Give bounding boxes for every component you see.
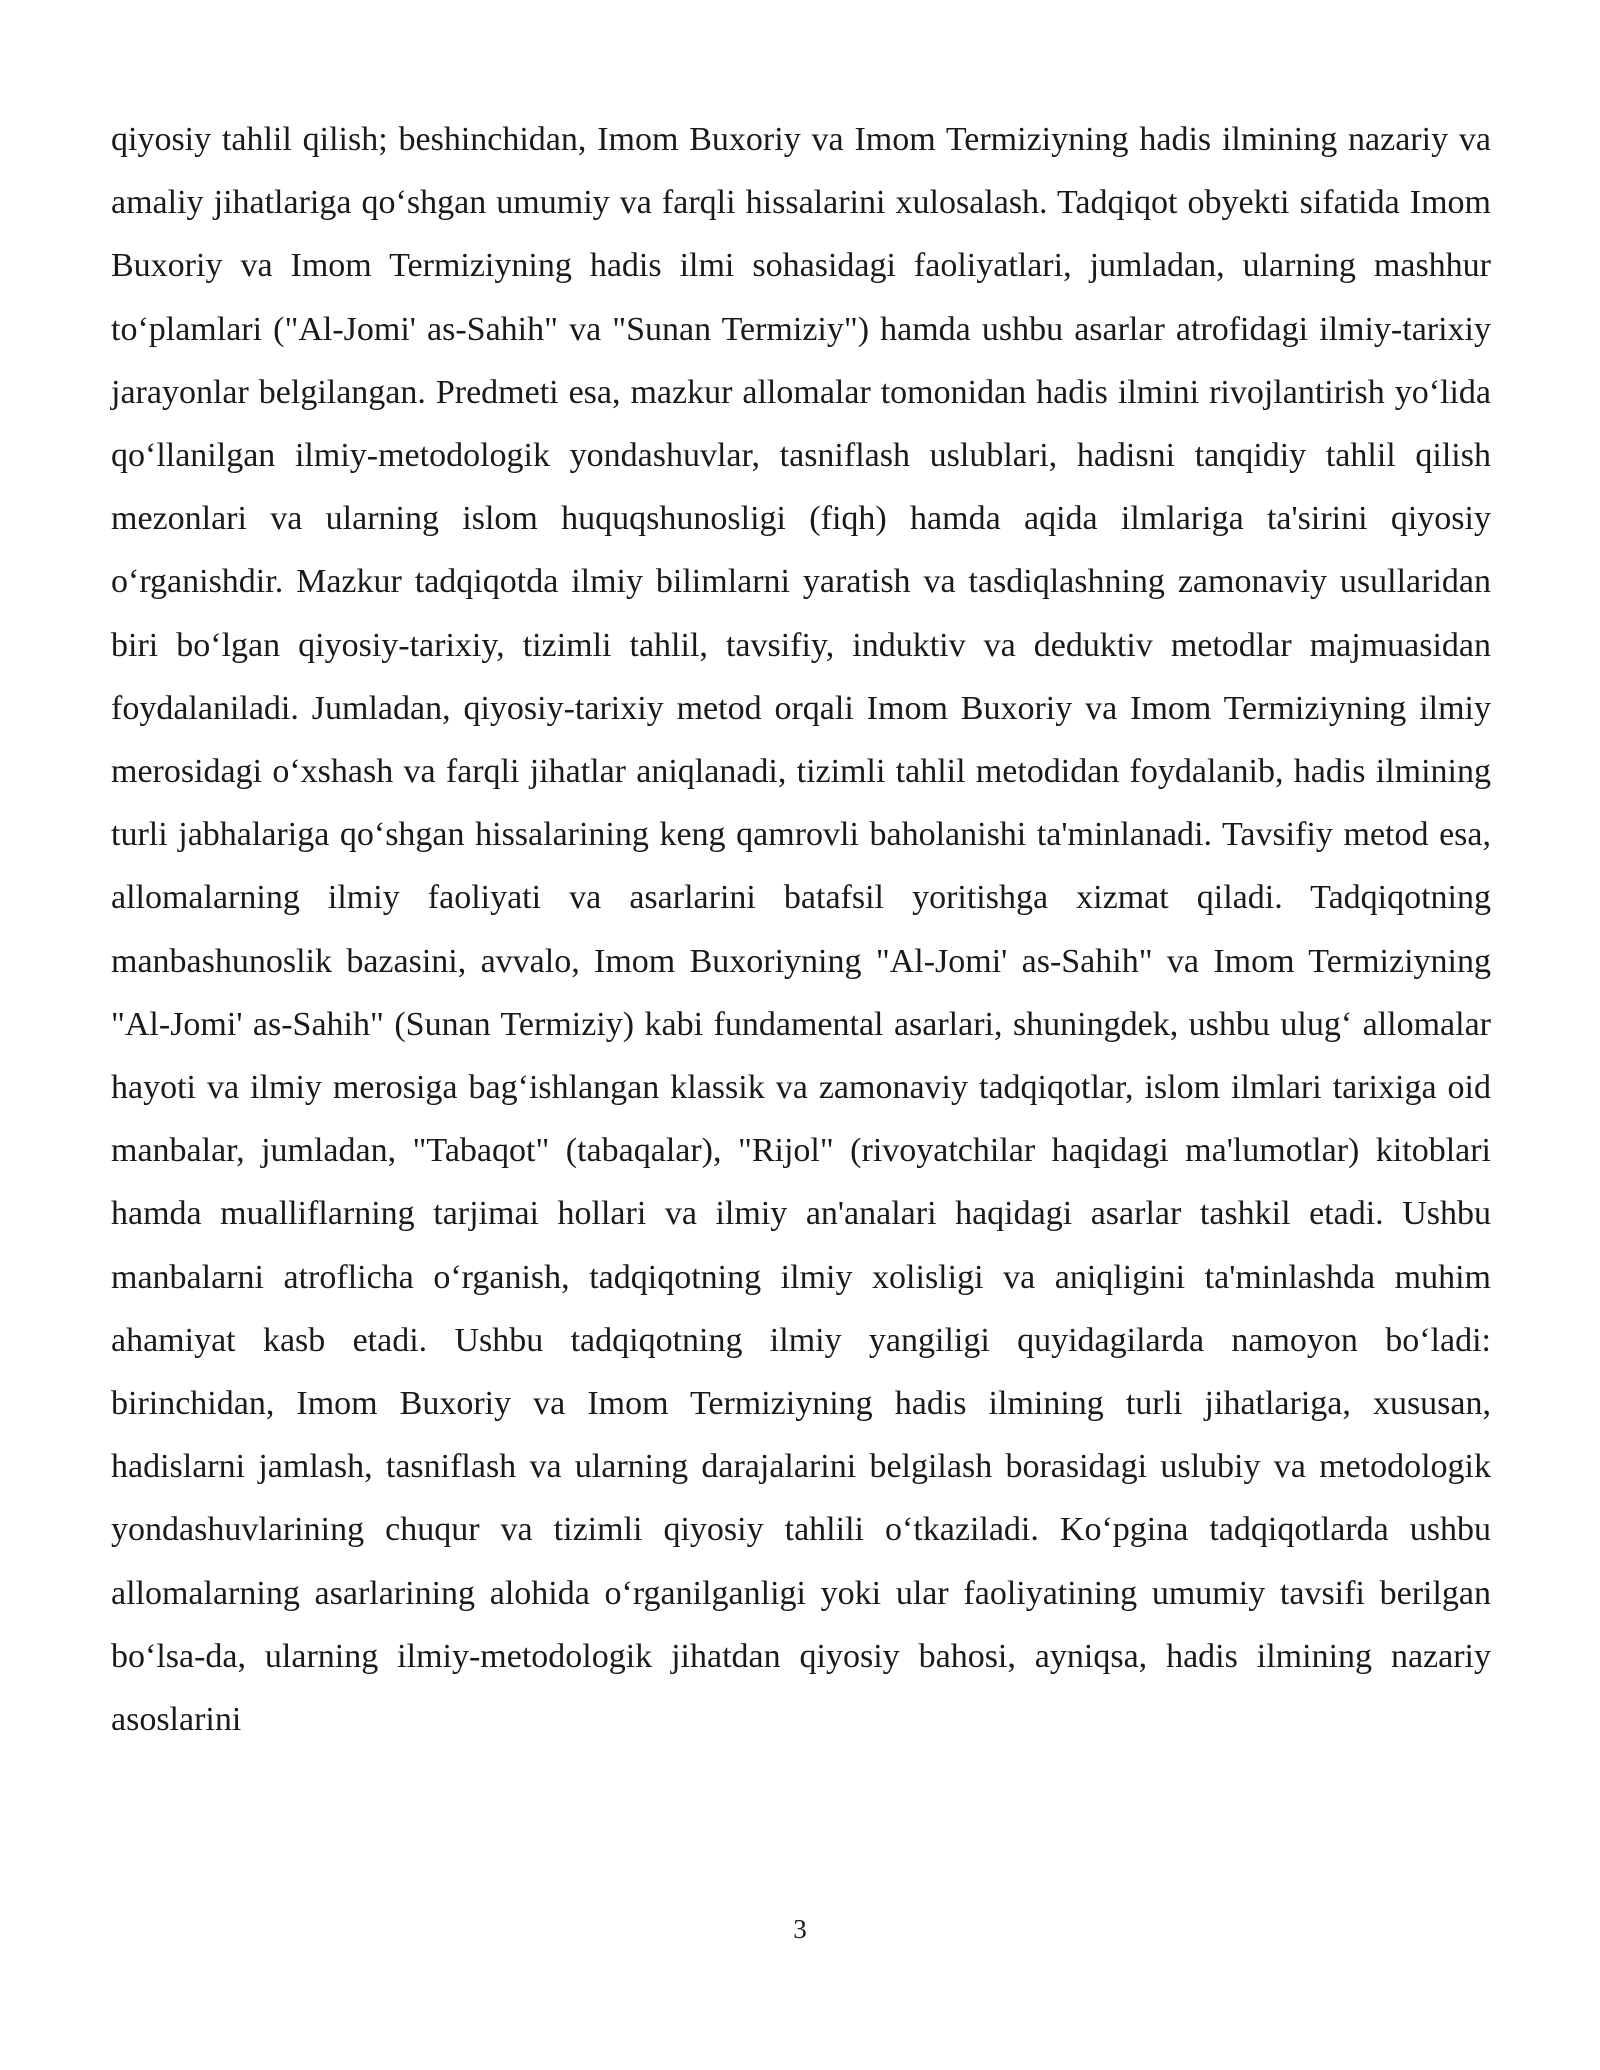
- page-number: 3: [793, 1914, 807, 1944]
- body-paragraph: qiyosiy tahlil qilish; beshinchidan, Imom Buxoriy va Imom Termiziyning hadis ilmining nazariy va amaliy jihatlariga qo‘shgan umumiy va farqli hissalarini xulosalash. Tadqiqot obyekti sifatida Imom Buxoriy va Imom Termiziyning hadis ilmi sohasidagi faoliyatlari, jumladan, ularning mashhur to‘plamlari ("Al-Jomi' as-Sahih" va "Sunan Termiziy") hamda ushbu asarlar atrofidagi ilmiy-tarixiy jarayonlar belgilangan. Predmeti esa, mazkur allomalar tomonidan hadis ilmini rivojlantirish yo‘lida qo‘llanilgan ilmiy-metodologik yondashuvlar, tasniflash uslublari, hadisni tanqidiy tahlil qilish mezonlari va ularning islom huquqshunosligi (fiqh) hamda aqida ilmlariga ta'sirini qiyosiy o‘rganishdir. Mazkur tadqiqotda ilmiy bilimlarni yaratish va tasdiqlashning zamonaviy usullaridan biri bo‘lgan qiyosiy-tarixiy, tizimli tahlil, tavsifiy, induktiv va deduktiv metodlar majmuasidan foydalaniladi. Jumladan, qiyosiy-tarixiy metod orqali Imom Buxoriy va Imom Termiziyning ilmiy merosidagi o‘xshash va farqli jihatlar aniqlanadi, tizimli tahlil metodidan foydalanib, hadis ilmining turli jabhalariga qo‘shgan hissalarining keng qamrovli baholanishi ta'minlanadi. Tavsifiy metod esa, allomalarning ilmiy faoliyati va asarlarini batafsil yoritishga xizmat qiladi. Tadqiqotning manbashunoslik bazasini, avvalo, Imom Buxoriyning "Al-Jomi' as-Sahih" va Imom Termiziyning "Al-Jomi' as-Sahih" (Sunan Termiziy) kabi fundamental asarlari, shuningdek, ushbu ulug‘ allomalar hayoti va ilmiy merosiga bag‘ishlangan klassik va zamonaviy tadqiqotlar, islom ilmlari tarixiga oid manbalar, jumladan, "Tabaqot" (tabaqalar), "Rijol" (rivoyatchilar haqidagi ma'lumotlar) kitoblari hamda mualliflarning tarjimai hollari va ilmiy an'analari haqidagi asarlar tashkil etadi. Ushbu manbalarni atroflicha o‘rganish, tadqiqotning ilmiy xolisligi va aniqligini ta'minlashda muhim ahamiyat kasb etadi. Ushbu tadqiqotning ilmiy yangiligi quyidagilarda namoyon bo‘ladi: birinchidan, Imom Buxoriy va Imom Termiziyning hadis ilmining turli jihatlariga, xususan, hadislarni jamlash, tasniflash va ularning darajalarini belgilash borasidagi uslubiy va metodologik yondashuvlarining chuqur va tizimli qiyosiy tahlili o‘tkaziladi. Ko‘pgina tadqiqotlarda ushbu allomalarning asarlarining alohida o‘rganilganligi yoki ular faoliyatining umumiy tavsifi berilgan bo‘lsa-da, ularning ilmiy-metodologik jihatdan qiyosiy bahosi, ayniqsa, hadis ilmining nazariy asoslarini: [111, 121, 1491, 1739]
